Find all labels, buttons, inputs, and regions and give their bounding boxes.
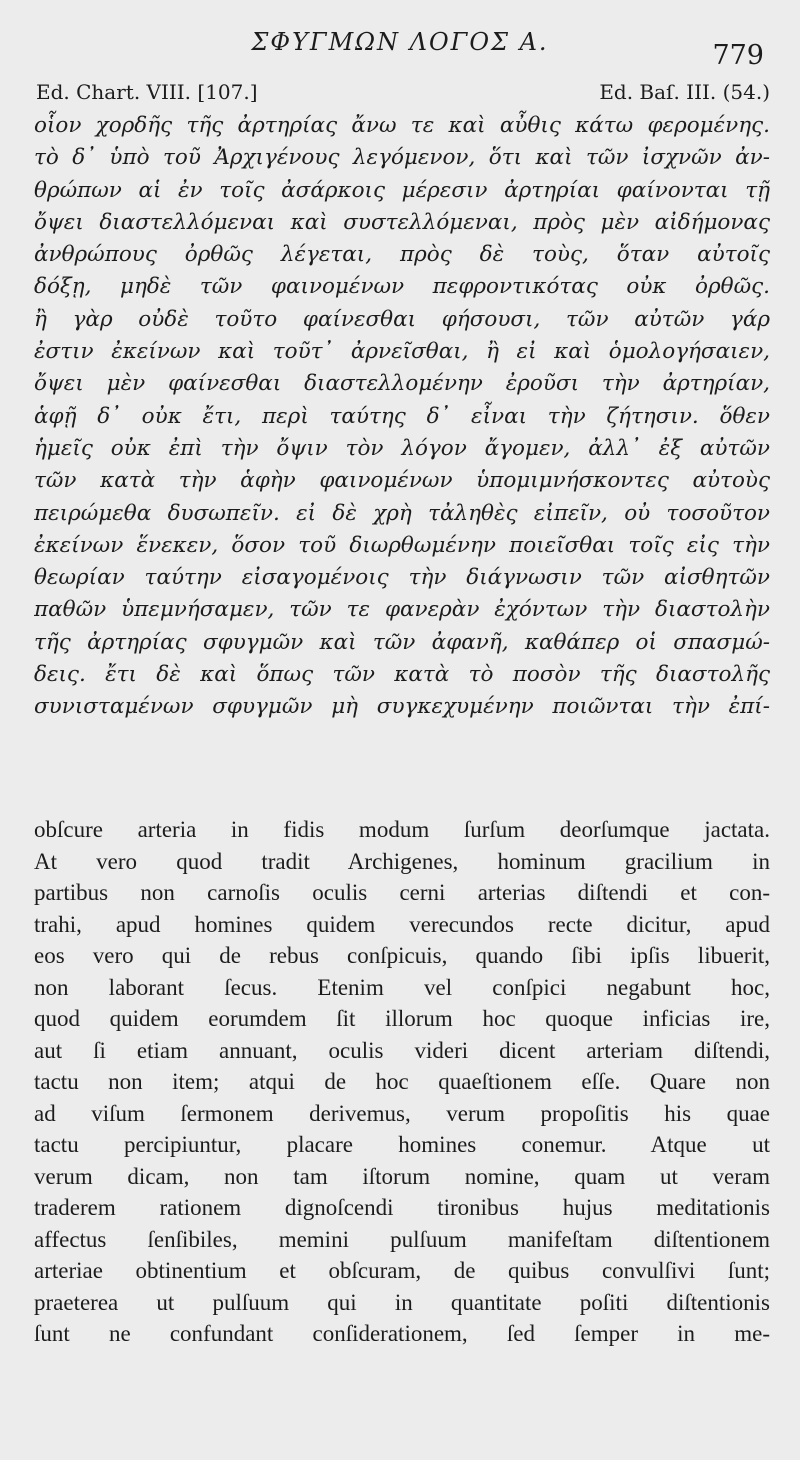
running-title: ΣΦΥΓΜΩΝ ΛΟΓΟΣ Α. <box>251 28 549 56</box>
greek-line: θρώπων αἱ ἐν τοῖς ἀσάρκοις μέρεσιν ἀρτηρίαι φαίνονται τῇ <box>34 177 770 203</box>
edition-line <box>36 80 770 106</box>
latin-line: aut ſi etiam annuant, oculis videri dicent arteriam diſtendi, <box>34 1037 770 1063</box>
greek-line: πειρώμεθα δυσωπεῖν. εἰ δὲ χρὴ τἀληθὲς εἰπεῖν, οὐ τοσοῦτον <box>34 500 770 526</box>
greek-line: συνισταμένων σφυγμῶν μὴ συγκεχυμένην ποιῶνται τὴν ἐπί- <box>34 694 770 720</box>
greek-line: ὄψει διαστελλόμεναι καὶ συστελλόμεναι, πρὸς μὲν αἰδήμονας <box>34 209 770 235</box>
greek-line: τῆς ἀρτηρίας σφυγμῶν καὶ τῶν ἀφανῆ, καθάπερ οἱ σπασμώ- <box>34 629 770 655</box>
latin-line: non laborant ſecus. Etenim vel conſpici negabunt hoc, <box>34 974 770 1000</box>
latin-line: ad viſum ſermonem derivemus, verum propoſitis his quae <box>34 1100 770 1126</box>
latin-line: At vero quod tradit Archigenes, hominum gracilium in <box>34 848 770 874</box>
greek-line: δεις. ἔτι δὲ καὶ ὅπως τῶν κατὰ τὸ ποσὸν τῆς διαστολῆς <box>34 662 770 688</box>
latin-line: trahi, apud homines quidem verecundos recte dicitur, apud <box>34 911 770 937</box>
greek-line: ἁφῇ δ᾽ οὐκ ἔτι, περὶ ταύτης δ᾽ εἶναι τὴν ζήτησιν. ὅθεν <box>34 403 770 429</box>
latin-line: tactu non item; atqui de hoc quaeſtionem eſſe. Quare non <box>34 1069 770 1094</box>
greek-line: ἢ γὰρ οὐδὲ τοῦτο φαίνεσθαι φήσουσι, τῶν αὐτῶν γάρ <box>34 306 770 332</box>
latin-line: tactu percipiuntur, placare homines conemur. Atque ut <box>34 1132 770 1157</box>
latin-line: partibus non carnoſis oculis cerni arterias diſtendi et con- <box>34 880 770 905</box>
greek-line: θεωρίαν ταύτην εἰσαγομένοις τὴν διάγνωσιν τῶν αἰσθητῶν <box>34 565 770 591</box>
latin-text-block <box>34 814 770 1350</box>
latin-line: arteriae obtinentium et obſcuram, de quibus convulſivi ſunt; <box>34 1258 770 1283</box>
greek-line: ἐστιν ἐκείνων καὶ τοῦτ᾽ ἀρνεῖσθαι, ἢ εἰ καὶ ὁμολογήσαιεν, <box>34 339 770 365</box>
latin-line: eos vero qui de rebus conſpicuis, quando ſibi ipſis libuerit, <box>34 943 770 968</box>
latin-line: verum dicam, non tam iſtorum nomine, quam ut veram <box>34 1163 770 1189</box>
greek-line: παθῶν ὑπεμνήσαμεν, τῶν τε φανερὰν ἐχόντων τὴν διαστολὴν <box>34 597 770 623</box>
page-number: 779 <box>712 40 764 71</box>
greek-line: ἀνθρώπους ὀρθῶς λέγεται, πρὸς δὲ τοὺς, ὅταν αὐτοῖς <box>34 242 770 268</box>
latin-line: traderem rationem dignoſcendi tironibus hujus meditationis <box>34 1195 770 1220</box>
greek-line: τῶν κατὰ τὴν ἁφὴν φαινομένων ὑπομιμνήσκοντες αὐτοὺς <box>34 468 770 494</box>
latin-line: affectus ſenſibiles, memini pulſuum manifeſtam diſtentionem <box>34 1226 770 1252</box>
greek-line: οἷον χορδῆς τῆς ἀρτηρίας ἄνω τε καὶ αὖθις κάτω φερομένης. <box>34 113 770 138</box>
greek-text-block <box>34 110 770 724</box>
greek-line: τὸ δ᾽ ὑπὸ τοῦ Ἀρχιγένους λεγόμενον, ὅτι καὶ τῶν ἰσχνῶν ἀν- <box>34 145 770 171</box>
latin-line: ſunt ne confundant conſiderationem, ſed ſemper in me- <box>34 1321 770 1346</box>
greek-line: ὄψει μὲν φαίνεσθαι διαστελλομένην ἐροῦσι τὴν ἀρτηρίαν, <box>34 371 770 397</box>
greek-line: δόξῃ, μηδὲ τῶν φαινομένων πεφροντικότας οὐκ ὀρθῶς. <box>34 274 770 300</box>
edition-right: Ed. Baſ. III. (54.) <box>599 80 770 104</box>
greek-line: ἐκείνων ἕνεκεν, ὅσον τοῦ διωρθωμένην ποιεῖσθαι τοῖς εἰς τὴν <box>34 532 770 558</box>
greek-line: ἡμεῖς οὐκ ἐπὶ τὴν ὄψιν τὸν λόγον ἄγομεν, ἀλλ᾽ ἐξ αὐτῶν <box>34 435 770 461</box>
latin-line: obſcure arteria in fidis modum ſurſum deorſumque jactata. <box>34 817 770 842</box>
edition-left: Ed. Chart. VIII. [107.] <box>36 80 258 104</box>
latin-line: praeterea ut pulſuum qui in quantitate poſiti diſtentionis <box>34 1289 770 1315</box>
latin-line: quod quidem eorumdem ſit illorum hoc quoque inficias ire, <box>34 1006 770 1031</box>
